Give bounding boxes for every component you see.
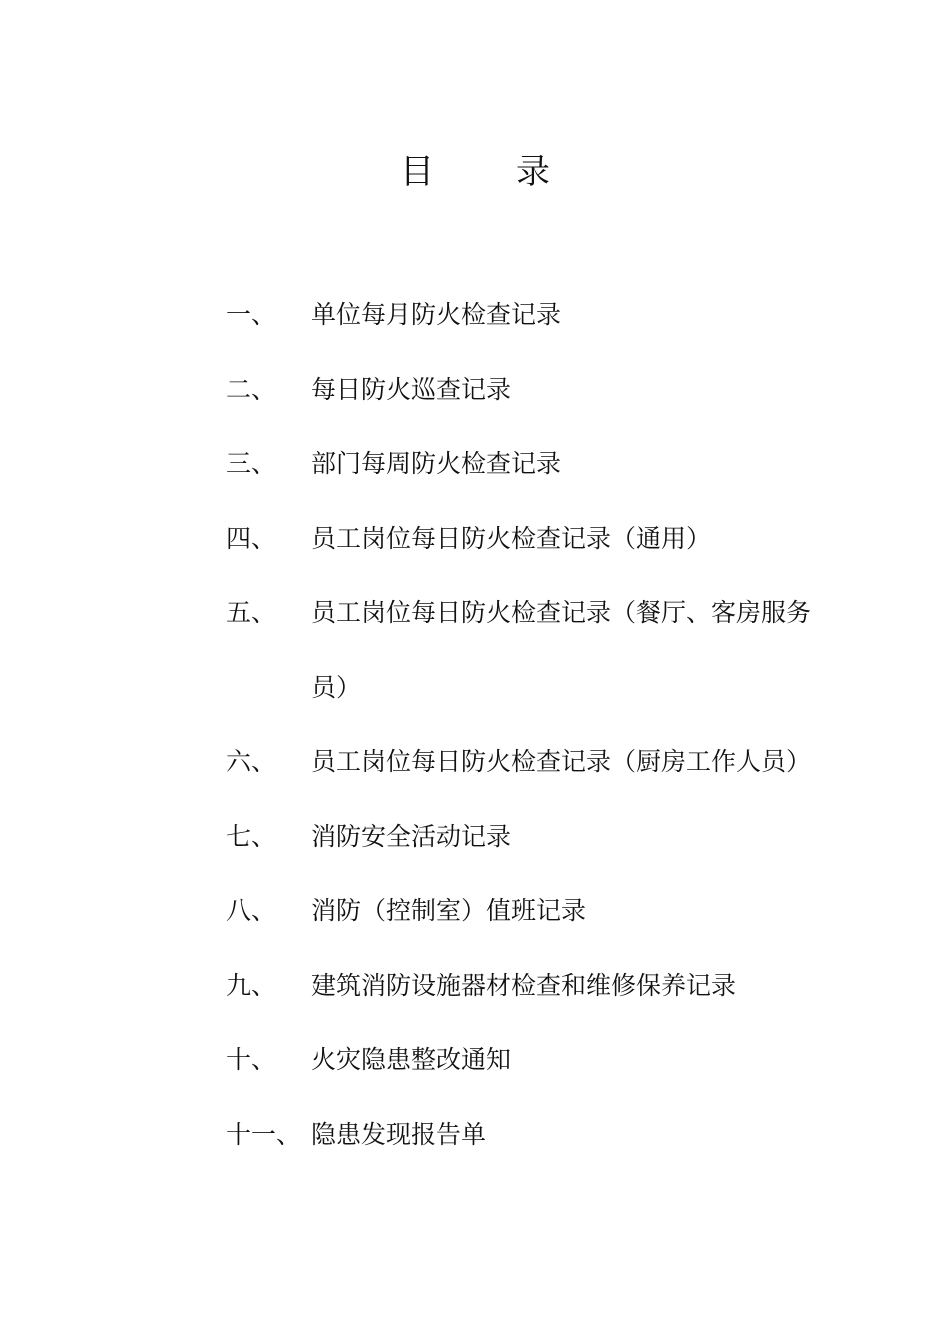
toc-item-number: 十、 xyxy=(226,1045,277,1074)
toc-item-number: 二、 xyxy=(226,374,277,404)
toc-item-4 xyxy=(226,502,846,577)
toc-item-title: 隐患发现报告单 xyxy=(311,1119,487,1149)
toc-item-3 xyxy=(226,427,846,502)
toc-item-title: 消防安全活动记录 xyxy=(311,821,512,851)
toc-item-8 xyxy=(226,874,846,949)
toc-item-11 xyxy=(226,1098,846,1173)
toc-item-title: 员工岗位每日防火检查记录（通用） xyxy=(311,523,712,553)
toc-item-number: 五、 xyxy=(226,598,277,627)
toc-item-number: 十一、 xyxy=(226,1119,302,1149)
toc-item-title: 建筑消防设施器材检查和维修保养记录 xyxy=(311,970,737,1000)
table-of-contents xyxy=(226,278,846,1172)
toc-item-number: 一、 xyxy=(226,300,277,329)
toc-item-title: 单位每月防火检查记录 xyxy=(311,300,562,329)
toc-item-number: 三、 xyxy=(226,449,277,478)
toc-item-title: 消防（控制室）值班记录 xyxy=(311,896,587,925)
toc-item-title: 员工岗位每日防火检查记录（厨房工作人员） xyxy=(311,747,812,776)
toc-item-title: 部门每周防火检查记录 xyxy=(311,449,562,478)
toc-item-title: 每日防火巡查记录 xyxy=(311,374,512,404)
toc-item-10 xyxy=(226,1023,846,1098)
toc-item-5 xyxy=(226,576,846,725)
toc-item-9 xyxy=(226,949,846,1024)
title-char-2: 录 xyxy=(516,152,550,192)
toc-item-6 xyxy=(226,725,846,800)
toc-item-1 xyxy=(226,278,846,353)
toc-item-number: 七、 xyxy=(226,821,277,851)
toc-item-7 xyxy=(226,800,846,875)
toc-item-title: 员工岗位每日防火检查记录（餐厅、客房服务员） xyxy=(311,598,812,702)
toc-item-number: 六、 xyxy=(226,747,277,776)
toc-item-number: 八、 xyxy=(226,896,277,925)
page-title xyxy=(0,148,950,196)
toc-item-number: 四、 xyxy=(226,523,277,553)
toc-item-title: 火灾隐患整改通知 xyxy=(311,1045,512,1074)
toc-item-number: 九、 xyxy=(226,970,277,1000)
title-char-1: 目 xyxy=(400,152,434,192)
toc-item-2 xyxy=(226,353,846,428)
